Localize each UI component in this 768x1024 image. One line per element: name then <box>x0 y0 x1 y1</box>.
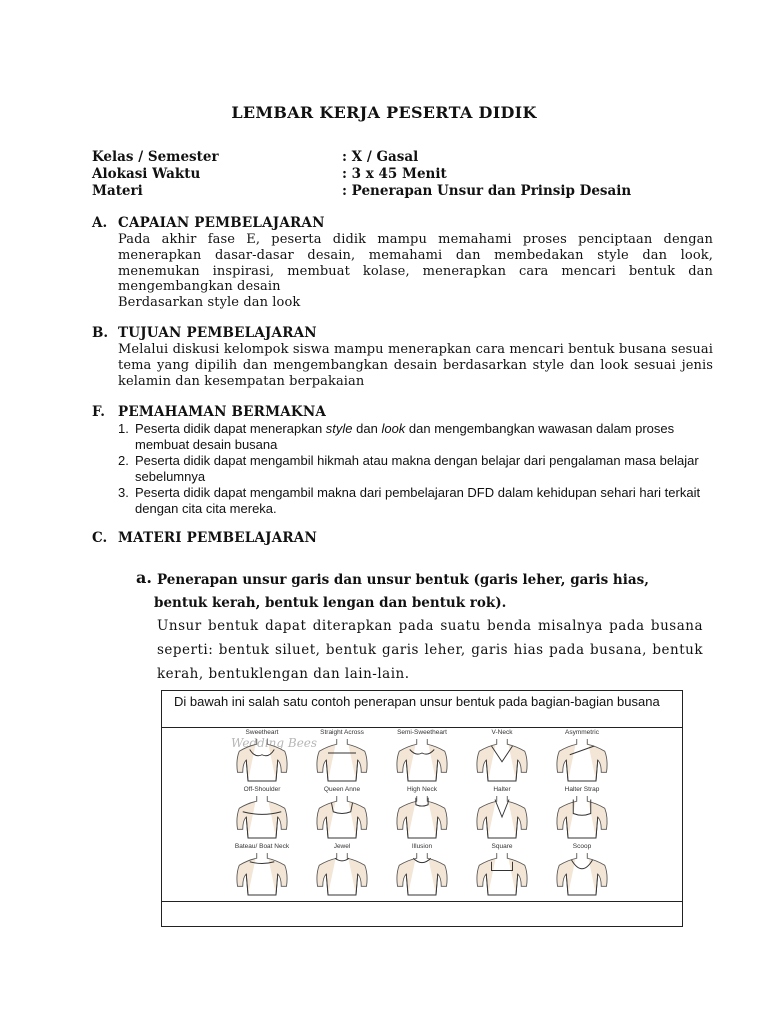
neckline-label: Queen Anne <box>323 786 361 793</box>
neckline-label: Sweetheart <box>245 729 279 736</box>
bodice-figure-icon <box>307 794 377 840</box>
list-item: 2. Peserta didik dapat mengambil hikmah atau makna dengan belajar dari pengalaman masa belajar sebelumnya <box>118 453 699 484</box>
bodice-figure-icon <box>387 794 457 840</box>
table-caption-row <box>162 691 682 728</box>
neckline-figure-row <box>162 727 682 902</box>
neckline-label: Illusion <box>411 843 433 850</box>
subsection-a-heading: Penerapan unsur garis dan unsur bentuk (garis leher, garis hias, bentuk kerah, bentuk lengan dan bentuk rok). <box>154 572 649 611</box>
bodice-outline <box>557 853 607 895</box>
bodice-figure-icon <box>307 851 377 897</box>
neckline-label: Square <box>491 843 513 850</box>
bodice-outline <box>397 853 447 895</box>
neckline-item <box>542 843 622 900</box>
meta-label-materi: Materi <box>92 183 143 199</box>
neckline-label: Off-Shoulder <box>243 786 281 793</box>
neckline-label: Scoop <box>572 843 592 850</box>
meta-label-kelas: Kelas / Semester <box>92 149 219 165</box>
neckline-item <box>302 729 382 786</box>
bodice-figure-icon <box>467 737 537 783</box>
neckline-item <box>222 729 302 786</box>
section-f-title: PEMAHAMAN BERMAKNA <box>118 404 327 420</box>
bodice-figure-icon <box>227 851 297 897</box>
neckline-item <box>302 786 382 843</box>
neckline-item <box>382 729 462 786</box>
neckline-item <box>462 729 542 786</box>
neckline-item <box>382 843 462 900</box>
neckline-item <box>542 729 622 786</box>
section-a-body-text: Pada akhir fase E, peserta didik mampu memahami proses penciptaan dengan menerapkan dasar-dasar desain, memahami dan membedakan style dan look, menemukan inspirasi, membuat kolase, menerapkan cara mencari bentuk dan mengembangkan desain <box>118 232 713 295</box>
bodice-figure-icon <box>547 794 617 840</box>
section-b-body: Melalui diskusi kelompok siswa mampu menerapkan cara mencari bentuk busana sesuai tema yang dipilih dan mengembangkan desain berdasarkan style dan look sesuai jenis kelamin dan kesempatan berpakaian <box>118 342 713 389</box>
neckline-item <box>222 786 302 843</box>
bodice-outline <box>317 853 367 895</box>
page-title: LEMBAR KERJA PESERTA DIDIK <box>231 103 537 122</box>
section-b-letter: B. <box>92 325 109 341</box>
meta-value-kelas: : X / Gasal <box>342 149 419 165</box>
neckline-item <box>302 843 382 900</box>
list-item: 1. Peserta didik dapat menerapkan style dan look dan mengembangkan wawasan dalam proses membuat desain busana <box>118 421 675 452</box>
neckline-label: High Neck <box>407 786 437 793</box>
bodice-figure-icon <box>467 794 537 840</box>
meta-value-materi: : Penerapan Unsur dan Prinsip Desain <box>342 183 632 199</box>
bodice-figure-icon <box>547 851 617 897</box>
section-c-letter: C. <box>92 530 108 546</box>
section-c-title: MATERI PEMBELAJARAN <box>118 530 317 546</box>
table-caption: Di bawah ini salah satu contoh penerapan unsur bentuk pada bagian-bagian busana <box>174 694 660 709</box>
bodice-figure-icon <box>307 737 377 783</box>
neckline-item <box>462 843 542 900</box>
bodice-figure-icon <box>227 737 297 783</box>
neckline-label: Asymmetric <box>565 729 599 736</box>
section-a-body <box>118 232 713 311</box>
neckline-label: Jewel <box>333 843 351 850</box>
bodice-outline <box>477 853 527 895</box>
section-f-letter: F. <box>92 404 105 420</box>
neckline-item <box>382 786 462 843</box>
bodice-figure-icon <box>467 851 537 897</box>
bodice-outline <box>237 853 287 895</box>
section-a-title: CAPAIAN PEMBELAJARAN <box>118 215 325 231</box>
bodice-outline <box>397 796 447 838</box>
meta-label-alokasi: Alokasi Waktu <box>92 166 201 182</box>
bodice-outline <box>317 796 367 838</box>
section-a-body-text-2: Berdasarkan style dan look <box>118 295 301 311</box>
section-a-letter: A. <box>92 215 108 231</box>
neckline-label: Halter <box>493 786 511 793</box>
bodice-figure-icon <box>227 794 297 840</box>
bodice-outline <box>317 739 367 781</box>
neckline-grid <box>222 729 622 899</box>
subsection-a-letter: a. <box>136 568 152 587</box>
bodice-figure-icon <box>387 851 457 897</box>
neckline-item <box>542 786 622 843</box>
bodice-figure-icon <box>547 737 617 783</box>
section-b-title: TUJUAN PEMBELAJARAN <box>118 325 317 341</box>
bodice-outline <box>237 739 287 781</box>
neckline-label: V-Neck <box>491 729 513 736</box>
bodice-outline <box>237 796 287 838</box>
neckline-item <box>222 843 302 900</box>
watermark-logo: Wedding Bees <box>231 736 318 750</box>
bodice-outline <box>557 796 607 838</box>
neckline-label: Semi-Sweetheart <box>397 729 447 736</box>
bodice-figure-icon <box>387 737 457 783</box>
neckline-item <box>462 786 542 843</box>
bodice-outline <box>397 739 447 781</box>
section-f-list <box>118 421 713 517</box>
meta-value-alokasi: : 3 x 45 Menit <box>342 166 447 182</box>
bodice-outline <box>557 739 607 781</box>
list-item: 3. Peserta didik dapat mengambil makna dari pembelajaran DFD dalam kehidupan sehari hari terkait dengan cita cita mereka. <box>118 485 701 516</box>
neckline-label: Straight Across <box>320 729 364 736</box>
subsection-a-body: Unsur bentuk dapat diterapkan pada suatu benda misalnya pada busana seperti: bentuk siluet, bentuk garis leher, garis hias pada busana, bentuk kerah, bentuklengan dan lain-lain. <box>157 618 703 682</box>
neckline-table <box>161 690 683 927</box>
neckline-label: Halter Strap <box>564 786 600 793</box>
bodice-outline <box>477 739 527 781</box>
neckline-label: Bateau/ Boat Neck <box>234 843 290 850</box>
